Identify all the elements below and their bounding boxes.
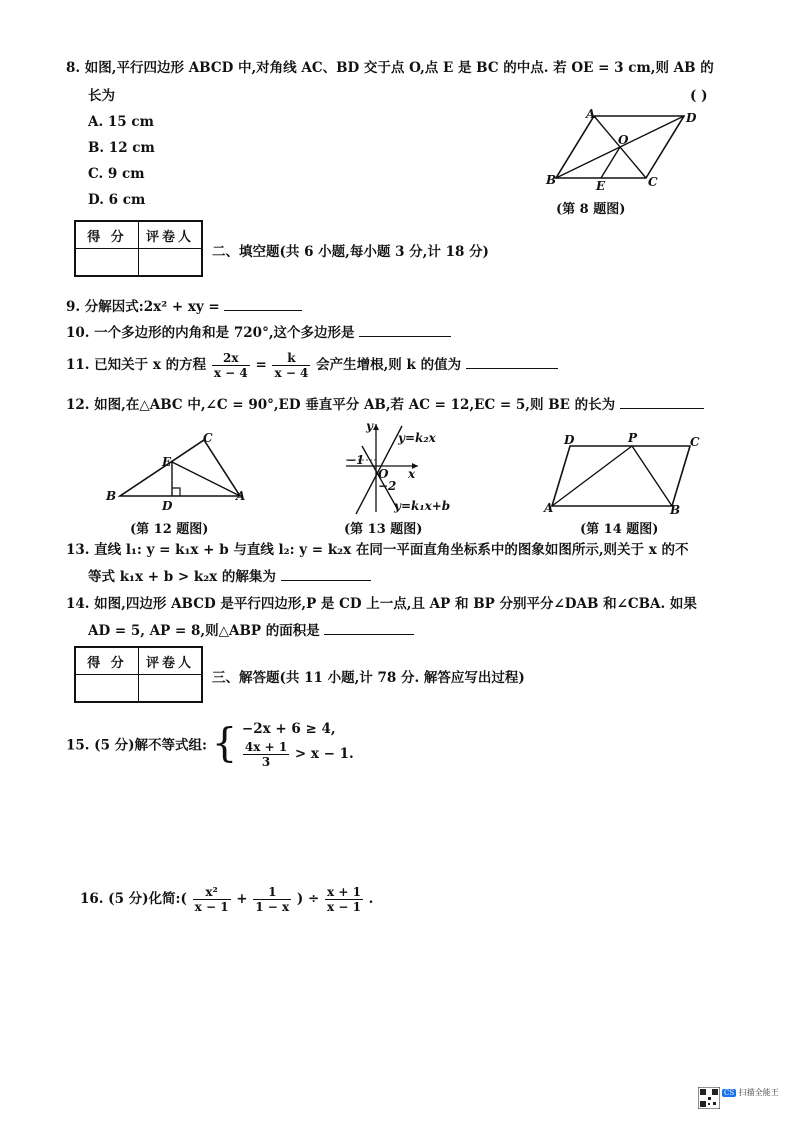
q8-label-o: O (618, 133, 629, 147)
scanner-logo-icon: CS (724, 1089, 735, 1097)
q8-stem-line2: 长为 (88, 88, 115, 104)
q15-fraction-numerator: 4x + 1 (244, 740, 288, 754)
q8-label-b: B (546, 173, 557, 187)
q8-stem-line1: 8. 如图,平行四边形 ABCD 中,对角线 AC、BD 交于点 O,点 E 是 BC 的中点. 若 OE = 3 cm,则 AB 的 (66, 60, 714, 76)
q11-fraction-1-denominator: x − 4 (213, 366, 248, 380)
q12-figure-triangle (100, 428, 260, 512)
q15-prefix: 15. (5 分)解不等式组: (66, 737, 208, 754)
q14-label-d: D (564, 433, 575, 447)
q9-text: 9. 分解因式:2x² + xy = (66, 299, 220, 315)
q14-label-c: C (690, 435, 700, 449)
q14-line1: 14. 如图,四边形 ABCD 是平行四边形,P 是 CD 上一点,且 AP 和 BP 分别平分∠DAB 和∠CBA. 如果 (66, 596, 697, 612)
section2-title: 二、填空题(共 6 小题,每小题 3 分,计 18 分) (212, 244, 489, 260)
q16-fraction-3 (325, 885, 363, 914)
q14-label-b: B (670, 503, 681, 516)
q15-inequality-2-tail: > x − 1. (294, 746, 354, 762)
q11-equals: = (255, 357, 267, 373)
section3-title: 三、解答题(共 11 小题,计 78 分. 解答应写出过程) (212, 670, 525, 686)
score-box-section2 (74, 220, 203, 277)
q12-label-d: D (162, 499, 173, 512)
q8-label-e: E (596, 179, 606, 192)
scanner-watermark-text: 扫描全能王 (738, 1088, 779, 1097)
q13-line2: 等式 k₁x + b > k₂x 的解集为 (88, 569, 276, 585)
q14-label-p: P (628, 432, 638, 445)
q13-caption: (第 13 题图) (344, 522, 423, 537)
score-box-section3 (74, 646, 203, 703)
score-box2-score-cell[interactable] (75, 675, 139, 703)
q8-option-c: C. 9 cm (88, 166, 145, 182)
q16-prefix: 16. (5 分)化简:( (80, 891, 187, 907)
q12-label-c: C (203, 431, 213, 445)
q14-answer-blank[interactable] (324, 620, 414, 635)
q8-option-b: B. 12 cm (88, 140, 155, 156)
q12-caption: (第 12 题图) (130, 522, 209, 537)
q15-inequality-2 (242, 740, 354, 769)
q14-label-a: A (544, 501, 554, 515)
q16-fraction-1-numerator: x² (193, 885, 231, 900)
q13-figure-coordinate (336, 416, 476, 516)
q16-row (80, 884, 373, 914)
q8-label-a: A (586, 107, 596, 121)
q8-label-d: D (686, 111, 697, 125)
score-box-label-grader: 评卷人 (139, 221, 203, 249)
q15-row (66, 718, 354, 769)
q8-answer-paren: ( ) (690, 88, 708, 104)
q14-caption: (第 14 题图) (580, 522, 659, 537)
scanner-watermark (722, 1087, 779, 1098)
q12-label-e: E (162, 455, 172, 469)
q11-answer-blank[interactable] (466, 354, 558, 369)
q11-row (66, 350, 558, 380)
q8-label-c: C (648, 175, 658, 189)
q11-fraction-1-numerator: 2x (212, 351, 250, 366)
q11-prefix: 11. 已知关于 x 的方程 (66, 357, 207, 373)
q13-line1: 13. 直线 l₁: y = k₁x + b 与直线 l₂: y = k₂x 在同一平面直角坐标系中的图象如图所示,则关于 x 的不 (66, 542, 689, 558)
q14-row2 (88, 620, 414, 641)
q13-label-l2: y=k₂x (398, 431, 436, 445)
q16-fraction-1 (193, 885, 231, 914)
q9-answer-blank[interactable] (224, 296, 302, 311)
q13-label-l1: y=k₁x+b (394, 499, 451, 513)
q13-label-x: x (408, 467, 416, 481)
score-box-score-cell[interactable] (75, 249, 139, 277)
q10-text: 10. 一个多边形的内角和是 720°,这个多边形是 (66, 325, 355, 341)
q15-system-brace: { (211, 720, 238, 767)
q11-suffix: 会产生增根,则 k 的值为 (316, 357, 462, 373)
q15-fraction-denominator: 3 (261, 755, 271, 769)
q16-end: . (368, 891, 374, 907)
q15-inequality-1: −2x + 6 ≥ 4, (241, 721, 336, 737)
q16-divide: ) ÷ (296, 891, 320, 907)
q16-fraction-2 (253, 885, 291, 914)
q8-option-d: D. 6 cm (88, 192, 146, 208)
q11-fraction-1 (212, 351, 250, 380)
qr-code-icon (698, 1087, 720, 1109)
q12-text: 12. 如图,在△ABC 中,∠C = 90°,ED 垂直平分 AB,若 AC = 12,EC = 5,则 BE 的长为 (66, 397, 616, 413)
q13-label-neg1: −1 (346, 453, 365, 467)
q15-system (242, 718, 354, 769)
score-box-grader-cell[interactable] (139, 249, 203, 277)
q16-fraction-3-denominator: x − 1 (327, 900, 361, 914)
q11-fraction-2 (272, 351, 310, 380)
q13-row2 (88, 566, 371, 587)
q12-label-b: B (106, 489, 117, 503)
q12-row (66, 394, 704, 415)
q8-option-a: A. 15 cm (88, 114, 154, 130)
q12-answer-blank[interactable] (620, 394, 704, 409)
q10-row (66, 322, 451, 343)
q14-line2: AD = 5, AP = 8,则△ABP 的面积是 (88, 623, 320, 639)
q8-figure-parallelogram (540, 106, 710, 192)
q13-label-neg2: −2 (378, 479, 397, 493)
q11-fraction-2-denominator: x − 4 (274, 366, 309, 380)
q13-label-y: y (366, 419, 373, 433)
q14-figure-parallelogram (540, 432, 710, 516)
q11-fraction-2-numerator: k (272, 351, 310, 366)
q16-fraction-3-numerator: x + 1 (327, 885, 361, 899)
q9-row (66, 296, 302, 317)
q16-plus: + (236, 891, 248, 907)
q12-label-a: A (236, 489, 246, 503)
q16-fraction-1-denominator: x − 1 (194, 900, 229, 914)
score-box2-grader-cell[interactable] (139, 675, 203, 703)
q13-answer-blank[interactable] (281, 566, 371, 581)
q13-label-origin: O (378, 467, 389, 481)
q16-fraction-2-denominator: 1 − x (255, 900, 290, 914)
score-box-label-score: 得 分 (75, 221, 139, 249)
q10-answer-blank[interactable] (359, 322, 451, 337)
q16-fraction-2-numerator: 1 (253, 885, 291, 900)
q8-caption: (第 8 题图) (556, 202, 626, 217)
score-box2-label-grader: 评卷人 (139, 647, 203, 675)
score-box2-label-score: 得 分 (75, 647, 139, 675)
q15-fraction (243, 740, 289, 769)
